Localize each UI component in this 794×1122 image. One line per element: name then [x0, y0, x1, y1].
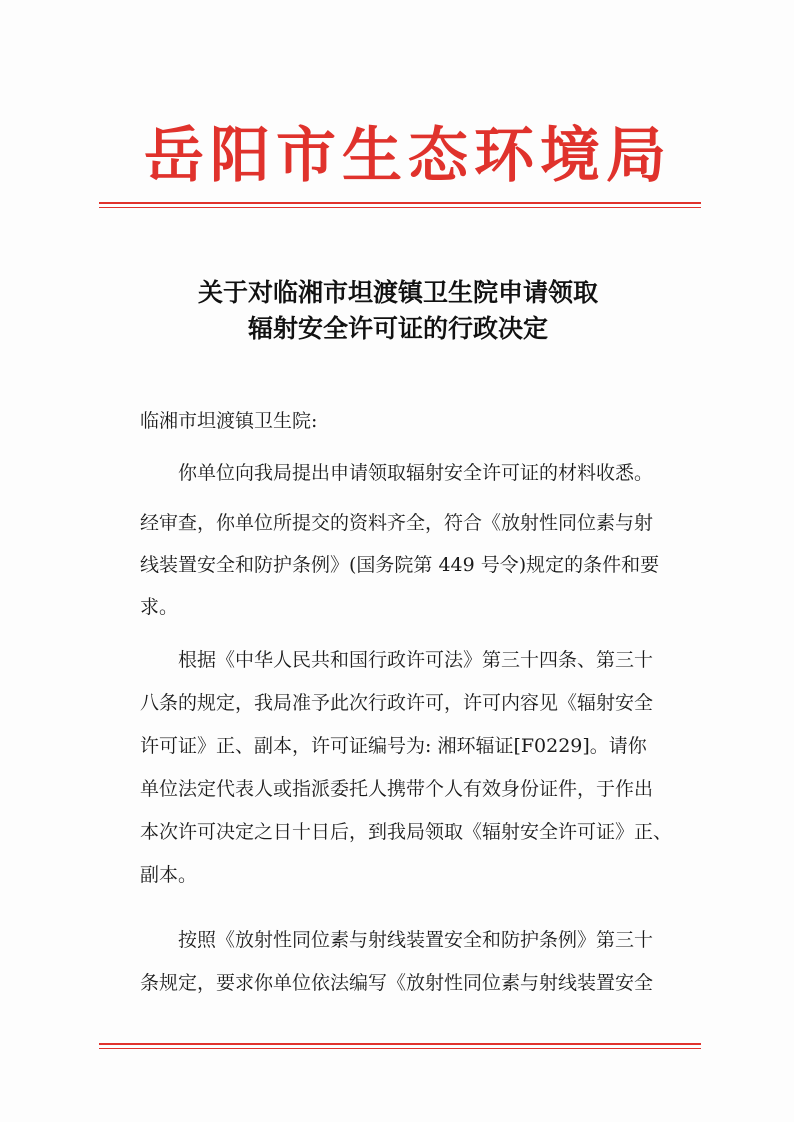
body-line: 求。	[140, 596, 179, 618]
salutation: 临湘市坦渡镇卫生院:	[140, 410, 318, 432]
body-line: 许可证》正、副本，许可证编号为: 湘环辐证[F0229]。请你	[140, 735, 647, 757]
body-line: 副本。	[140, 864, 198, 886]
body-line: 根据《中华人民共和国行政许可法》第三十四条、第三十	[178, 649, 654, 671]
body-line: 本次许可决定之日十日后，到我局领取《辐射安全许可证》正、	[140, 821, 673, 843]
body-line: 经审查，你单位所提交的资料齐全，符合《放射性同位素与射	[140, 512, 654, 534]
footer-red-rule	[99, 1043, 701, 1049]
document-title-line-2: 辐射安全许可证的行政决定	[247, 314, 548, 343]
body-line: 条规定，要求你单位依法编写《放射性同位素与射线装置安全	[140, 972, 654, 994]
document-title-line-1: 关于对临湘市坦渡镇卫生院申请领取	[197, 278, 598, 307]
body-line: 八条的规定，我局准予此次行政许可，许可内容见《辐射安全	[140, 692, 654, 714]
agency-header-title: 岳阳市生态环境局	[144, 121, 672, 191]
body-line: 你单位向我局提出申请领取辐射安全许可证的材料收悉。	[178, 462, 654, 484]
body-line: 单位法定代表人或指派委托人携带个人有效身份证件，于作出	[140, 778, 654, 800]
header-red-rule	[99, 202, 701, 208]
body-line: 按照《放射性同位素与射线装置安全和防护条例》第三十	[178, 929, 654, 951]
body-line: 线装置安全和防护条例》(国务院第 449 号令)规定的条件和要	[140, 554, 660, 576]
